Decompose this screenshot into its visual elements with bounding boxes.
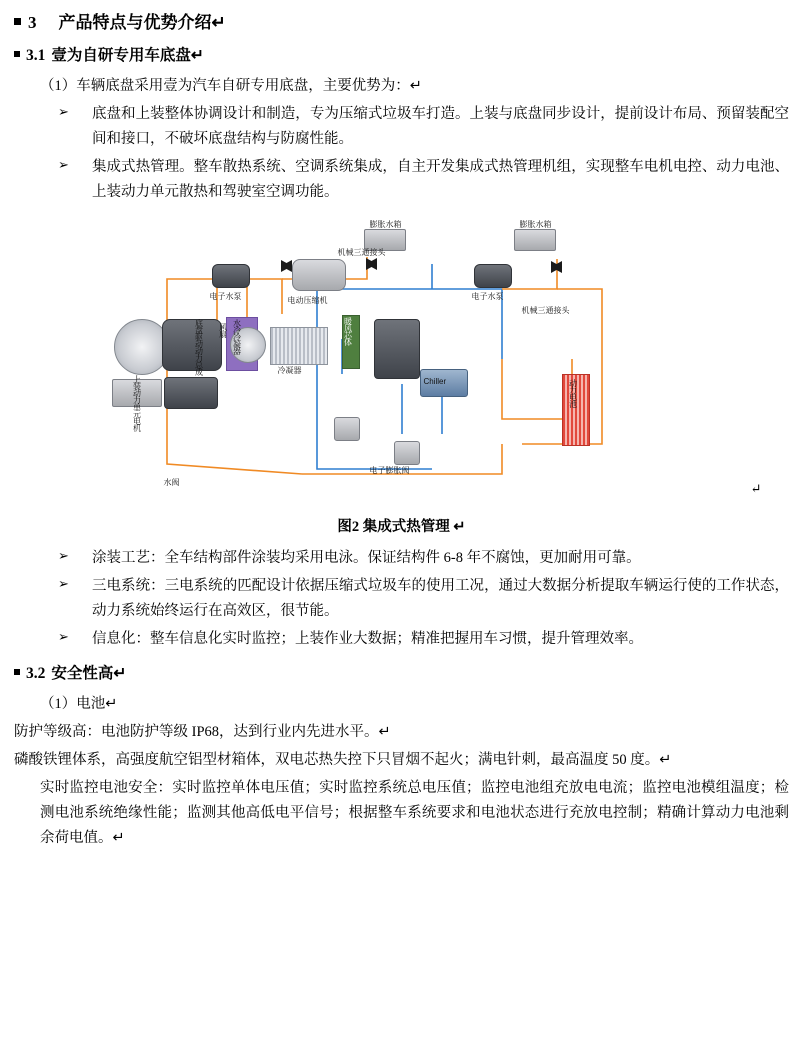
paragraph-3-text: 防护等级高：电池防护等级 IP68，达到行业内先进水平。 [14, 724, 379, 741]
arrow-bullet-icon: ➢ [58, 157, 69, 173]
label-fan: 风扇 [218, 322, 228, 337]
label-expansion-tank-left: 膨胀水箱 [369, 219, 402, 229]
label-chiller: Chiller [423, 376, 447, 386]
paragraph-2 [14, 692, 789, 717]
electric-compressor [292, 259, 346, 291]
label-mechanical-tee-2: 机械三通接头 [521, 305, 570, 315]
label-heater-core: 暖风芯体 [343, 316, 353, 345]
label-chassis-powertrain: 底盘驱动动力总成 [194, 318, 204, 375]
figure-caption-text: 集成式热管理 [362, 518, 450, 535]
arrow-bullet-icon: ➢ [58, 576, 69, 592]
label-expansion-tank-right: 膨胀水箱 [519, 219, 552, 229]
label-upper-power-unit-motor: 上装动力单元电机 [132, 374, 142, 431]
figure-caption-number: 图2 [337, 518, 360, 535]
paragraph-4 [14, 748, 789, 773]
arrow-bullet-icon: ➢ [58, 629, 69, 645]
pilcrow-mark: ↵ [659, 752, 672, 769]
list-item [14, 627, 789, 652]
pilcrow-mark: ↵ [211, 13, 226, 32]
pilcrow-mark: ↵ [378, 724, 391, 741]
list-item-text: 涂装工艺：全车结构部件涂装均采用电泳。保证结构件 6-8 年不腐蚀，更加耐用可靠。 [92, 549, 641, 566]
heading-1-text: 产品特点与优势介绍 [58, 13, 212, 32]
heading-1-number: 3 [28, 13, 37, 32]
motor-controller-box [164, 377, 218, 409]
expansion-tank-right [514, 229, 556, 251]
square-bullet-icon [14, 51, 20, 57]
square-bullet-icon [14, 669, 20, 675]
label-water-cooled-condenser: 水冷冷凝器 [232, 318, 242, 354]
diagram-canvas [102, 219, 762, 504]
paragraph-1 [14, 74, 789, 99]
pilcrow-mark: ↵ [750, 480, 762, 496]
pilcrow-mark: ↵ [105, 696, 118, 713]
heading-section-3-1 [14, 43, 789, 65]
pilcrow-mark: ↵ [190, 47, 204, 64]
section-3-1-title: 壹为自研专用车底盘 [51, 47, 191, 64]
heading-level-1 [14, 8, 789, 33]
section-3-1-number: 3.1 [26, 47, 46, 64]
figure-caption [14, 515, 789, 536]
list-item-text: 底盘和上装整体协调设计和制造，专为压缩式垃圾车打造。上装与底盘同步设计，提前设计布局、预留装配空间和接口，不破坏底盘结构与防腐性能。 [92, 105, 789, 147]
paragraph-4-text: 磷酸铁锂体系，高强度航空铝型材箱体，双电芯热失控下只冒烟不起火；满电针刺，最高温度 50 度。 [14, 752, 660, 769]
list-item-text: 三电系统：三电系统的匹配设计依据压缩式垃圾车的使用工况，通过大数据分析提取车辆运行使的工作状态，动力系统始终运行在高效区，很节能。 [92, 577, 789, 619]
electronic-expansion-valve-1 [334, 417, 360, 441]
pilcrow-mark: ↵ [409, 78, 422, 94]
pilcrow-mark: ↵ [453, 518, 466, 535]
pilcrow-mark: ↵ [113, 665, 127, 683]
label-water-valve: 水阀 [163, 477, 180, 487]
paragraph-3 [14, 720, 789, 745]
paragraph-2-text: （1）电池 [40, 696, 106, 713]
label-mechanical-tee-1: 机械三通接头 [337, 247, 386, 257]
blower-unit [374, 319, 420, 379]
section-3-2-title: 安全性高 [51, 665, 114, 683]
list-item [14, 574, 789, 624]
label-electric-compressor: 电动压缩机 [287, 295, 328, 305]
list-item [14, 155, 789, 205]
paragraph-5 [14, 776, 789, 851]
arrow-bullet-icon: ➢ [58, 548, 69, 564]
chassis-drive-powertrain [162, 319, 222, 371]
list-item [14, 102, 789, 152]
label-battery-pack: 动力电池 [568, 378, 578, 407]
list-item-text: 信息化：整车信息化实时监控；上装作业大数据；精准把握用车习惯，提升管理效率。 [92, 630, 643, 647]
label-water-pump-right: 电子水泵 [471, 291, 504, 301]
paragraph-1-text: （1）车辆底盘采用壹为汽车自研专用底盘，主要优势为： [40, 78, 410, 94]
label-water-pump-left: 电子水泵 [209, 291, 242, 301]
label-condenser: 冷凝器 [277, 365, 302, 375]
heading-section-3-2 [14, 661, 789, 683]
figure-thermal-management [14, 219, 789, 509]
square-bullet-icon [14, 18, 21, 25]
section-3-2-number: 3.2 [26, 665, 46, 683]
electric-water-pump-left [212, 264, 250, 288]
label-electronic-expansion-valve: 电子膨胀阀 [369, 465, 410, 475]
pilcrow-mark: ↵ [112, 830, 125, 847]
arrow-bullet-icon: ➢ [58, 104, 69, 120]
list-item [14, 546, 789, 571]
electric-water-pump-right [474, 264, 512, 288]
electronic-expansion-valve-2 [394, 441, 420, 465]
list-item-text: 集成式热管理。整车散热系统、空调系统集成，自主开发集成式热管理机组，实现整车电机电控、动力电池、上装动力单元散热和驾驶室空调功能。 [92, 158, 789, 200]
condenser [270, 327, 328, 365]
paragraph-5-text: 实时监控电池安全：实时监控单体电压值；实时监控系统总电压值；监控电池组充放电电流；监控电池模组温度；检测电池系统绝缘性能；监测其他高低电平信号；根据整车系统要求和电池状态进行充放电控制；精确计算动力电池剩余荷电值。 [40, 780, 789, 847]
